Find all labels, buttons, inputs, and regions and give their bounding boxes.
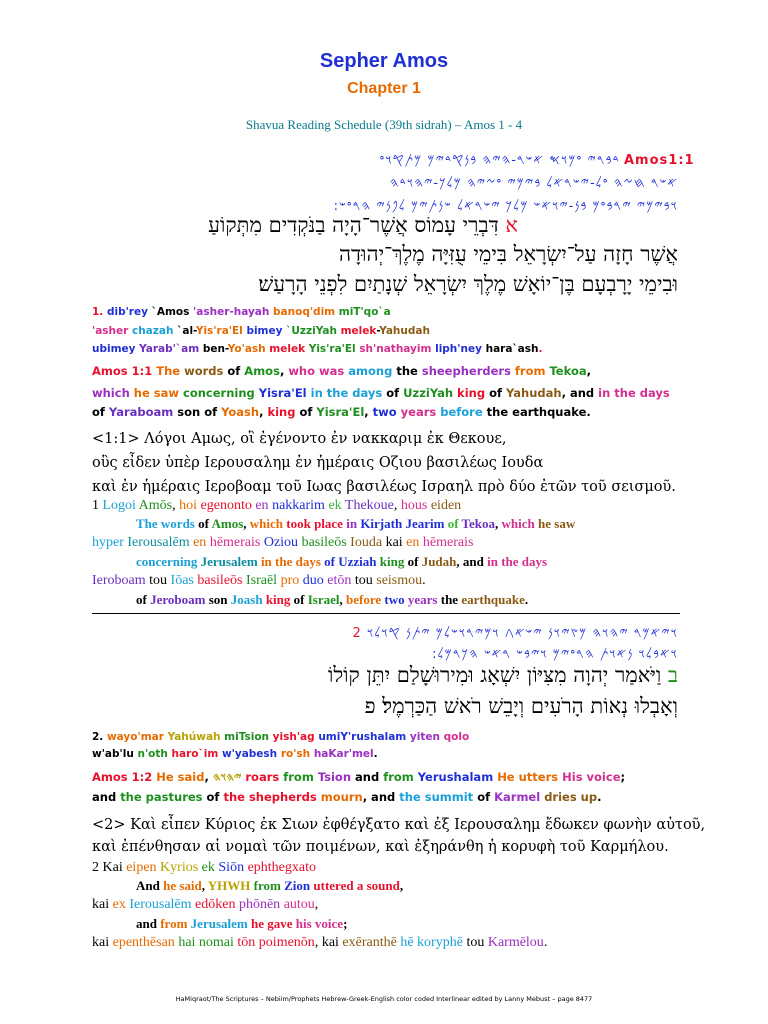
- text-segment: sh'nathayim: [359, 343, 436, 355]
- text-segment: took place: [286, 516, 347, 531]
- text-segment: 𐤅𐤉𐤀𐤌𐤓 𐤉𐤄𐤅𐤄 𐤌𐤑𐤉𐤅𐤍 𐤉𐤔𐤀𐤂 𐤅𐤌𐤉𐤓𐤅𐤔𐤋𐤌 𐤉𐤕𐤍 𐤒𐤅𐤋𐤅: [366, 626, 678, 641]
- text-segment: , kai: [314, 935, 343, 950]
- text-segment: in the days: [310, 386, 387, 400]
- text-segment: ubimey: [92, 343, 140, 355]
- text-segment: Yahudah: [505, 386, 562, 400]
- verse-line: [92, 498, 461, 514]
- verse-line: [432, 647, 678, 662]
- text-segment: hēmerais: [422, 535, 474, 550]
- text-segment: he gave: [250, 916, 296, 931]
- verse-line: [92, 364, 591, 378]
- text-segment: 𐤀𐤔𐤓 𐤇𐤆𐤄 𐤏𐤋-𐤉𐤔𐤓𐤀𐤋 𐤁𐤉𐤌𐤉 𐤏𐤆𐤉𐤄 𐤌𐤋𐤊-𐤉𐤄𐤅𐤃𐤄: [389, 176, 678, 191]
- text-segment: Yisra'El: [316, 405, 365, 419]
- text-segment: <1:1> Λόγοι Αμως, οἳ ἐγένοντο ἐν νακκαριμ ἐκ Θεκουε,: [92, 431, 507, 447]
- text-segment: earthquake: [461, 592, 525, 607]
- text-segment: which: [249, 516, 287, 531]
- text-segment: καὶ ἐν ἡμέραις Ιεροβοαμ τοῦ Ιωας βασιλέως Ισραηλ πρὸ δύο ἐτῶν τοῦ σεισμοῦ.: [92, 479, 676, 495]
- text-segment: years: [400, 405, 441, 419]
- text-segment: Jeroboam: [150, 592, 209, 607]
- text-segment: .: [373, 748, 378, 760]
- text-segment: Logoi: [102, 498, 139, 513]
- text-segment: haKar'mel: [313, 748, 374, 760]
- text-segment: Yarab'`am: [139, 343, 203, 355]
- text-segment: He said: [156, 770, 205, 784]
- text-segment: tōn poimenōn: [237, 935, 315, 950]
- text-segment: .: [524, 592, 529, 607]
- text-segment: Amos 1:1: [92, 364, 157, 378]
- text-segment: he said: [163, 878, 202, 893]
- text-segment: the: [440, 592, 462, 607]
- text-segment: of: [489, 386, 506, 400]
- text-segment: of: [198, 516, 212, 531]
- text-segment: in the days: [487, 554, 548, 569]
- text-segment: ;: [620, 770, 626, 784]
- text-segment: καὶ ἐπένθησαν αἱ νομαὶ τῶν ποιμένων, καὶ ἐξηράνθη ἡ κορυφὴ τοῦ Καρμήλου.: [92, 839, 669, 855]
- text-segment: UzziYah: [403, 386, 458, 400]
- text-segment: ,: [279, 364, 289, 378]
- text-segment: ro'sh: [280, 748, 314, 760]
- text-segment: 1.: [92, 306, 107, 318]
- text-segment: mourn: [320, 790, 363, 804]
- text-segment: king: [457, 386, 490, 400]
- verse-line: [136, 554, 547, 570]
- text-segment: en: [255, 498, 273, 513]
- text-segment: ,: [495, 516, 502, 531]
- verse-line: [390, 176, 678, 191]
- text-segment: ב: [661, 663, 678, 687]
- text-segment: from: [283, 770, 318, 784]
- text-segment: kai: [92, 935, 113, 950]
- text-segment: n'oth: [137, 748, 172, 760]
- text-segment: .: [543, 935, 548, 950]
- text-segment: banoq'dim: [273, 306, 339, 318]
- text-segment: Judah: [421, 554, 457, 569]
- text-segment: `Amos: [151, 306, 194, 318]
- text-segment: 𐤉𐤄𐤅𐤄: [212, 770, 246, 784]
- chapter-heading: Chapter 1: [347, 80, 421, 97]
- text-segment: chazah: [131, 325, 178, 337]
- text-segment: 𐤃𐤁𐤓𐤉 𐤏𐤌𐤅𐤎 𐤀𐤔𐤓-𐤄𐤉𐤄 𐤁𐤍𐤒𐤃𐤉𐤌 𐤌𐤕𐤒𐤅𐤏: [379, 153, 620, 168]
- text-segment: Amos: [244, 364, 280, 378]
- text-segment: 2.: [92, 731, 107, 743]
- verse-line: [136, 878, 403, 894]
- text-segment: וּבִימֵי יָרָבְעָם בֶּן־יוֹאָשׁ מֶלֶךְ יִשְׂרָאֵל שְׁנָתַיִם לִפְנֵי הָרָעַשׁ׃: [258, 272, 678, 296]
- text-segment: of: [293, 592, 308, 607]
- text-segment: en: [406, 535, 423, 550]
- text-segment: hous: [400, 498, 431, 513]
- text-segment: his voice: [295, 916, 344, 931]
- text-segment: Siōn: [218, 860, 248, 875]
- text-segment: concerning: [183, 386, 259, 400]
- text-segment: the earthquake.: [486, 405, 591, 419]
- text-segment: of Uzziah: [324, 554, 380, 569]
- text-segment: <2> Καὶ εἶπεν Κύριος ἐκ Σιων ἐφθέγξατο καὶ ἐξ Ιερουσαλημ ἔδωκεν φωνὴν αὐτοῦ,: [92, 817, 706, 833]
- verse-line: [92, 817, 705, 833]
- text-segment: Jerusalem: [200, 554, 261, 569]
- text-segment: hara`ash: [485, 343, 539, 355]
- text-segment: Iōas: [170, 573, 198, 588]
- text-segment: Tsion: [317, 770, 356, 784]
- text-segment: etōn: [327, 573, 355, 588]
- text-segment: Yahudah: [379, 325, 430, 337]
- text-segment: in the days: [260, 554, 325, 569]
- text-segment: ex: [112, 897, 130, 912]
- text-segment: Thekoue: [344, 498, 394, 513]
- verse-line: [334, 199, 678, 214]
- text-segment: kai: [385, 535, 407, 550]
- text-segment: hai nomai: [178, 935, 238, 950]
- text-segment: dib'rey: [106, 306, 152, 318]
- verse-line: [92, 790, 601, 804]
- text-segment: basileōs: [197, 573, 246, 588]
- verse-line: [365, 694, 678, 719]
- text-segment: egenonto: [200, 498, 256, 513]
- text-segment: Yahúwah: [167, 731, 225, 743]
- text-segment: seismou: [376, 573, 423, 588]
- text-segment: א: [498, 213, 518, 237]
- text-segment: ,: [339, 592, 347, 607]
- verse-line: [380, 153, 620, 168]
- text-segment: ,: [586, 364, 591, 378]
- text-segment: years: [407, 592, 441, 607]
- text-segment: He utters: [497, 770, 563, 784]
- text-segment: Iouda: [350, 535, 386, 550]
- text-segment: two: [384, 592, 408, 607]
- text-segment: miT'qo`a: [338, 306, 391, 318]
- text-segment: `al-: [177, 325, 196, 337]
- verse-line: [328, 663, 678, 688]
- text-segment: דִּבְרֵי עָמוֹס אֲשֶׁר־הָיָה בַנֹּקְדִים מִתְּקוֹעַ: [208, 213, 499, 237]
- verse-line: [92, 405, 591, 419]
- text-segment: 𐤅𐤁𐤉𐤌𐤉 𐤉𐤓𐤁𐤏𐤌 𐤁𐤍-𐤉𐤅𐤀𐤔 𐤌𐤋𐤊 𐤉𐤔𐤓𐤀𐤋 𐤔𐤍𐤕𐤉𐤌 𐤋𐤐𐤍𐤉 𐤄𐤓𐤏𐤔:: [333, 199, 678, 214]
- verse-line: [92, 770, 625, 785]
- text-segment: ,: [259, 405, 268, 419]
- text-segment: 1: [92, 498, 103, 513]
- verse-line: [136, 516, 575, 532]
- text-segment: ,: [399, 878, 404, 893]
- text-segment: yish'ag: [272, 731, 319, 743]
- text-segment: Joash: [230, 592, 266, 607]
- text-segment: from: [514, 364, 550, 378]
- text-segment: Ieroboam: [92, 573, 150, 588]
- text-segment: among: [348, 364, 397, 378]
- verse-line: [92, 731, 469, 743]
- text-segment: roars: [245, 770, 284, 784]
- verse-line: [353, 626, 679, 641]
- text-segment: of: [92, 405, 109, 419]
- text-segment: .: [422, 573, 426, 588]
- text-segment: edōken: [195, 897, 239, 912]
- text-segment: Ierousalēm: [127, 535, 194, 550]
- text-segment: and: [355, 770, 384, 784]
- verse-line: [92, 306, 391, 318]
- text-segment: he saw: [133, 386, 183, 400]
- text-segment: YHWH: [207, 878, 254, 893]
- text-segment: of: [227, 364, 245, 378]
- text-segment: phōnēn: [238, 897, 284, 912]
- text-segment: the: [396, 364, 422, 378]
- text-segment: melek: [340, 325, 377, 337]
- text-segment: the pastures: [120, 790, 207, 804]
- text-segment: וַיֹּאמַר יְהוָה מִצִּיּוֹן יִשְׁאָג וּמִירוּשָׁלַם יִתֵּן קוֹלוֹ: [327, 663, 662, 687]
- verse-line: [92, 386, 670, 400]
- text-segment: bimey: [246, 325, 287, 337]
- verse-line: [92, 431, 506, 447]
- verse-line: [92, 455, 543, 471]
- text-segment: autou: [283, 897, 315, 912]
- verse-line: [92, 535, 473, 551]
- text-segment: who was: [288, 364, 349, 378]
- text-segment: of: [206, 790, 224, 804]
- verse-line: [339, 242, 678, 267]
- text-segment: ephthegxato: [247, 860, 316, 875]
- text-segment: words: [184, 364, 228, 378]
- verse-line: [92, 839, 669, 855]
- text-segment: which: [92, 386, 134, 400]
- text-segment: The: [156, 364, 185, 378]
- text-segment: Amos 1:2: [92, 770, 157, 784]
- verse-line: [208, 213, 518, 238]
- reading-schedule: Shavua Reading Schedule (39th sidrah) – Amos 1 - 4: [245, 117, 523, 132]
- text-segment: Tekoa: [461, 516, 496, 531]
- text-segment: basileōs: [301, 535, 351, 550]
- text-segment: 2: [352, 626, 367, 641]
- text-segment: tou: [354, 573, 377, 588]
- text-segment: and: [136, 916, 161, 931]
- text-segment: son: [208, 592, 231, 607]
- verse-line: [258, 272, 678, 297]
- text-segment: hē koryphē: [400, 935, 467, 950]
- text-segment: ,: [201, 878, 208, 893]
- text-segment: w'yabesh: [221, 748, 281, 760]
- text-segment: אֲשֶׁר חָזָה עַל־יִשְׂרָאֵל בִּימֵי עֻזִּיָּה מֶלֶךְ־יְהוּדָה: [338, 242, 678, 266]
- page-footer: HaMiqraot/The Scriptures – Nebiim/Prophets Hebrew-Greek-English color coded Interlinear edited by Lanny Mebust – page 8477: [175, 995, 593, 1003]
- text-segment: Israēl: [245, 573, 281, 588]
- text-segment: of: [447, 516, 462, 531]
- text-segment: en: [193, 535, 210, 550]
- verse-line: [136, 592, 528, 608]
- text-segment: Amos: [211, 516, 244, 531]
- text-segment: king: [267, 405, 300, 419]
- text-segment: from: [253, 878, 285, 893]
- text-segment: `UzziYah: [286, 325, 341, 337]
- text-segment: , and: [456, 554, 488, 569]
- text-segment: Yis'ra'El: [195, 325, 247, 337]
- text-segment: of: [407, 554, 422, 569]
- text-segment: ,: [393, 498, 401, 513]
- text-segment: dries up: [544, 790, 598, 804]
- text-segment: -: [376, 325, 380, 337]
- text-segment: from: [160, 916, 191, 931]
- verse-line: [92, 860, 316, 876]
- text-segment: the summit: [399, 790, 478, 804]
- text-segment: Zion: [284, 878, 314, 893]
- text-segment: ben-: [202, 343, 228, 355]
- text-segment: in the days: [598, 386, 670, 400]
- text-segment: the shepherds: [223, 790, 321, 804]
- text-segment: Yaraboam: [108, 405, 178, 419]
- text-segment: 'asher-hayah: [193, 306, 274, 318]
- text-segment: umiY'rushalam: [318, 731, 410, 743]
- text-segment: וְאָבְלוּ נְאוֹת הָרֹעִים וְיָבֵשׁ רֹאשׁ הַכַּרְמֶל׃ פ: [364, 694, 678, 718]
- text-segment: eiden: [430, 498, 462, 513]
- text-segment: w'ab'lu: [92, 748, 138, 760]
- text-segment: king: [265, 592, 294, 607]
- text-segment: tou: [149, 573, 171, 588]
- text-segment: The words: [136, 516, 199, 531]
- text-segment: before: [440, 405, 487, 419]
- text-segment: Yo'ash: [227, 343, 270, 355]
- text-segment: of: [299, 405, 317, 419]
- text-segment: he saw: [538, 516, 576, 531]
- text-segment: Amos1:1: [624, 153, 695, 168]
- verse-line: [92, 935, 547, 951]
- text-segment: king: [379, 554, 408, 569]
- text-segment: yiten: [409, 731, 444, 743]
- text-segment: of: [386, 386, 404, 400]
- text-segment: miTsion: [224, 731, 273, 743]
- text-segment: melek: [269, 343, 309, 355]
- text-segment: wayo'mar: [106, 731, 168, 743]
- text-segment: .: [538, 343, 543, 355]
- text-segment: ,: [204, 770, 213, 784]
- text-segment: 'asher: [92, 325, 132, 337]
- verse-line: [92, 897, 318, 913]
- text-segment: οὓς εἶδεν ὑπὲρ Ιερουσαλημ ἐν ἡμέραις Οζιου βασιλέως Ιουδα: [92, 455, 544, 471]
- text-segment: ,: [243, 516, 250, 531]
- text-segment: Yis'ra'El: [308, 343, 360, 355]
- text-segment: ,: [364, 405, 373, 419]
- text-segment: tou: [466, 935, 488, 950]
- text-segment: sheepherders: [421, 364, 515, 378]
- text-segment: two: [372, 405, 401, 419]
- text-segment: hoi: [179, 498, 201, 513]
- text-segment: eipen: [126, 860, 161, 875]
- verse-line: [92, 325, 430, 337]
- text-segment: pro: [280, 573, 303, 588]
- text-segment: concerning: [136, 554, 201, 569]
- text-segment: , and: [561, 386, 599, 400]
- text-segment: Karmēlou: [487, 935, 544, 950]
- text-segment: ,: [172, 498, 180, 513]
- text-segment: liph'ney: [435, 343, 486, 355]
- text-segment: before: [346, 592, 385, 607]
- text-segment: .: [597, 790, 602, 804]
- text-segment: Jerusalem: [190, 916, 251, 931]
- text-segment: nakkarim: [272, 498, 329, 513]
- text-segment: ek: [201, 860, 219, 875]
- text-segment: qolo: [443, 731, 470, 743]
- text-segment: 𐤅𐤀𐤁𐤋𐤅 𐤍𐤀𐤅𐤕 𐤄𐤓𐤏𐤉𐤌 𐤅𐤉𐤁𐤔 𐤓𐤀𐤔 𐤄𐤊𐤓𐤌𐤋:: [432, 647, 678, 662]
- text-segment: and: [92, 790, 121, 804]
- text-segment: Yoash: [221, 405, 260, 419]
- book-title: Sepher Amos: [319, 50, 449, 72]
- text-segment: ek: [328, 498, 345, 513]
- text-segment: Kirjath Jearim: [360, 516, 448, 531]
- text-segment: Oziou: [263, 535, 302, 550]
- text-segment: Amōs: [138, 498, 173, 513]
- text-segment: haro`im: [171, 748, 222, 760]
- verse-line: [92, 748, 378, 760]
- text-segment: duo: [302, 573, 328, 588]
- text-segment: exēranthē: [342, 935, 401, 950]
- text-segment: Israel: [307, 592, 340, 607]
- text-segment: hēmerais: [209, 535, 264, 550]
- verse-divider: [92, 613, 680, 614]
- text-segment: of: [136, 592, 151, 607]
- text-segment: Kyrios: [160, 860, 202, 875]
- text-segment: Ierousalēm: [129, 897, 196, 912]
- text-segment: which: [501, 516, 539, 531]
- text-segment: His voice: [562, 770, 621, 784]
- text-segment: of: [477, 790, 495, 804]
- text-segment: ,: [314, 897, 319, 912]
- text-segment: hyper: [92, 535, 128, 550]
- verse-line: [92, 479, 676, 495]
- text-segment: And: [136, 878, 164, 893]
- text-segment: Yerushalam: [417, 770, 498, 784]
- text-segment: Tekoa: [549, 364, 587, 378]
- verse-line: [136, 916, 347, 932]
- text-segment: Yisra'El: [258, 386, 311, 400]
- verse-line: [92, 343, 543, 355]
- text-segment: 2 Kai: [92, 860, 127, 875]
- text-segment: kai: [92, 897, 113, 912]
- text-segment: ;: [343, 916, 348, 931]
- text-segment: epenthēsan: [112, 935, 179, 950]
- text-segment: son of: [177, 405, 222, 419]
- verse-line: [624, 153, 695, 168]
- text-segment: , and: [362, 790, 400, 804]
- text-segment: uttered a sound: [313, 878, 400, 893]
- text-segment: in: [346, 516, 361, 531]
- text-segment: Karmel: [494, 790, 545, 804]
- verse-line: [92, 573, 426, 589]
- text-segment: from: [383, 770, 418, 784]
